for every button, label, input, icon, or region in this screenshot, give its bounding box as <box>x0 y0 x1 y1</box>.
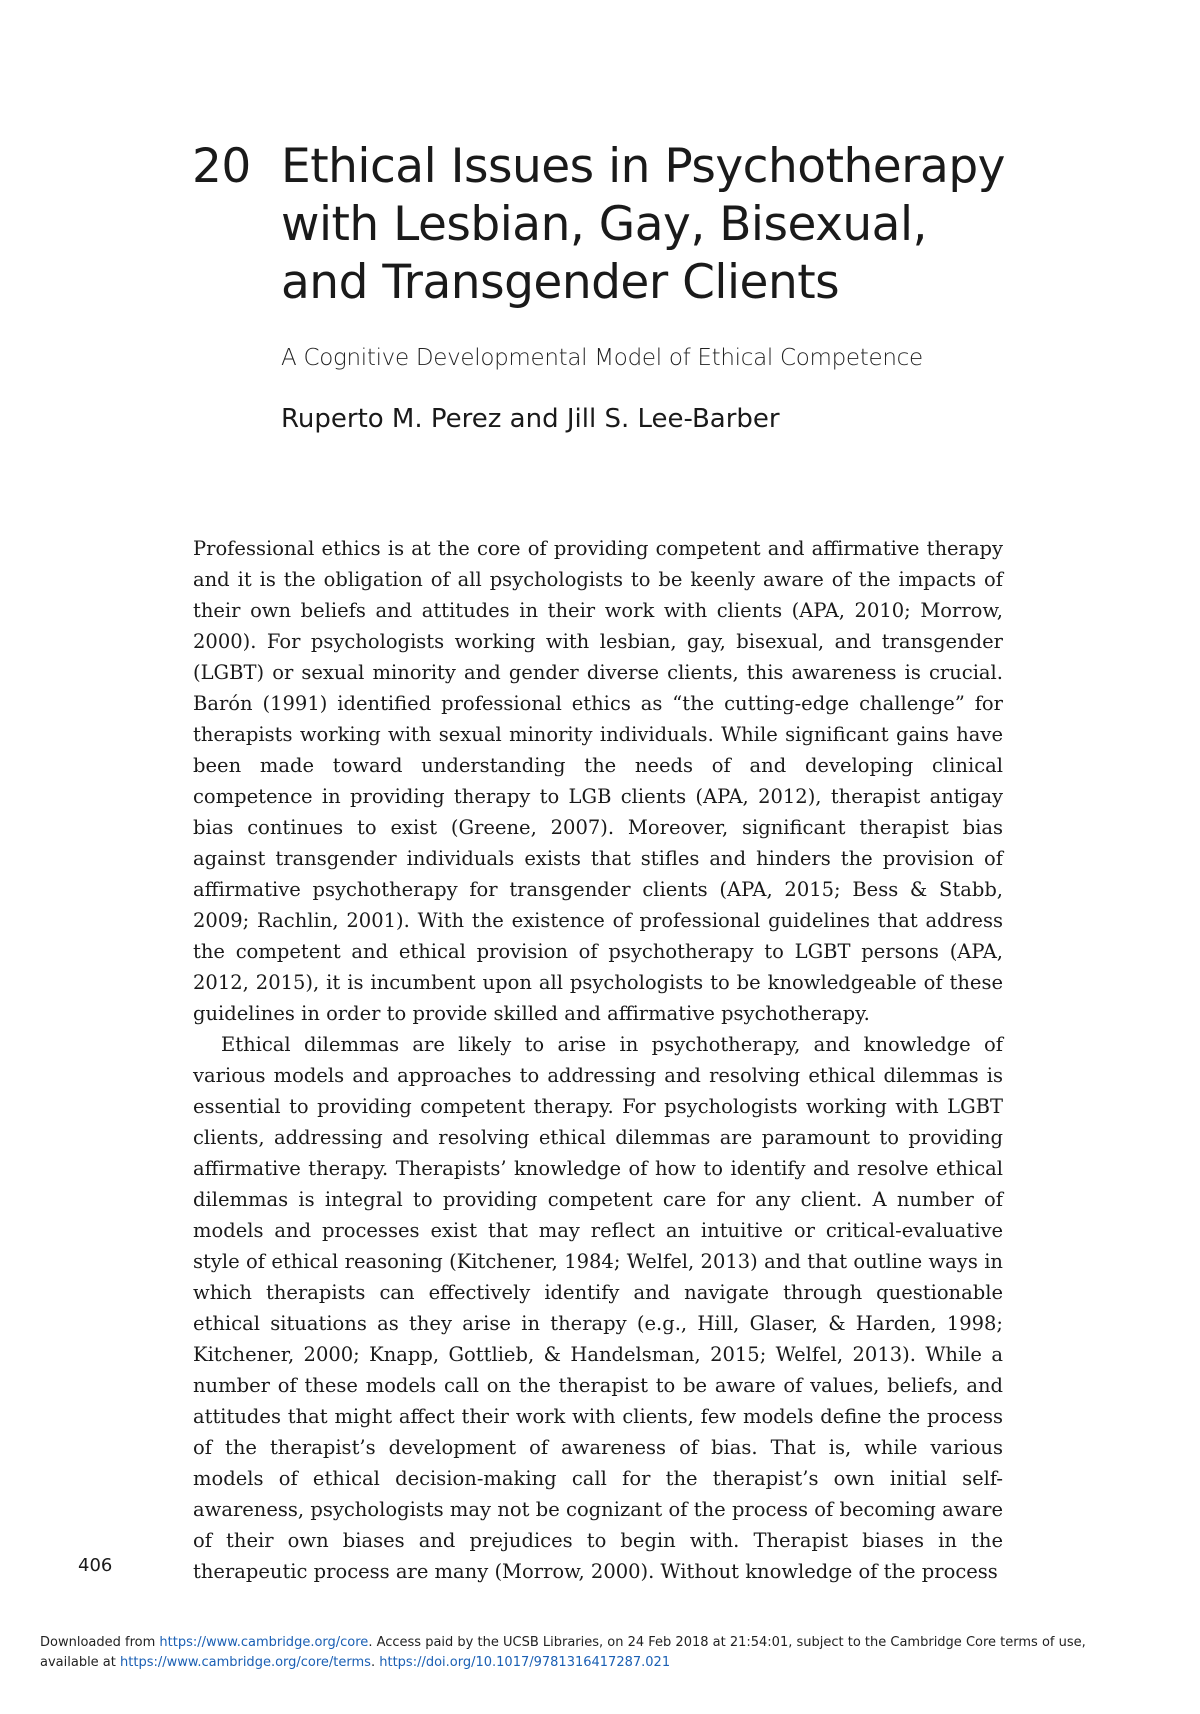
chapter-authors: Ruperto M. Perez and Jill S. Lee-Barber <box>281 404 780 434</box>
footer-access-text: . Access paid by the UCSB Libraries, on 24 Feb 2018 at 21:54:01, subject to the Cambridge Core terms of use, <box>368 1635 1086 1650</box>
chapter-title-line: and Transgender Clients <box>281 255 840 310</box>
chapter-subtitle: A Cognitive Developmental Model of Ethical Competence <box>281 345 923 371</box>
doi-link[interactable]: https://doi.org/10.1017/9781316417287.021 <box>379 1655 671 1670</box>
core-link[interactable]: https://www.cambridge.org/core <box>159 1635 369 1650</box>
download-footer <box>40 1633 1160 1673</box>
footer-separator: . <box>370 1655 380 1670</box>
body-text <box>193 533 1003 1587</box>
chapter-number: 20 <box>192 139 251 194</box>
terms-link[interactable]: https://www.cambridge.org/core/terms <box>120 1655 371 1670</box>
chapter-title <box>281 138 1101 312</box>
footer-available-text: available at <box>40 1655 121 1670</box>
page-number: 406 <box>78 1555 113 1576</box>
footer-downloaded-text: Downloaded from <box>40 1635 160 1650</box>
footer-line <box>40 1633 1160 1653</box>
footer-line <box>40 1653 1160 1673</box>
chapter-title-line: with Lesbian, Gay, Bisexual, <box>281 197 927 252</box>
chapter-title-line: Ethical Issues in Psychotherapy <box>281 139 1005 194</box>
body-paragraph: Professional ethics is at the core of providing competent and affirmative therapy and it is the obligation of all psychologists to be keenly aware of the impacts of their own beliefs and attitudes in their work with clients (APA, 2010; Morrow, 2000). For psychologists working with lesbian, gay, bisexual, and transgender (LGBT) or sexual minority and gender diverse clients, this awareness is crucial. Barón (1991) identified professional ethics as “the cutting-edge challenge” for therapists working with sexual minority individuals. While significant gains have been made toward understanding the needs of and developing clinical competence in providing therapy to LGB clients (APA, 2012), therapist antigay bias continues to exist (Greene, 2007). Moreover, significant therapist bias against transgender individuals exists that stifles and hinders the provision of affirmative psychotherapy for transgender clients (APA, 2015; Bess & Stabb, 2009; Rachlin, 2001). With the existence of professional guidelines that address the competent and ethical provision of psychotherapy to LGBT persons (APA, 2012, 2015), it is incumbent upon all psychologists to be knowledgeable of these guidelines in order to provide skilled and affirmative psychotherapy. <box>193 537 1003 1025</box>
body-paragraph: Ethical dilemmas are likely to arise in psychotherapy, and knowledge of various models and approaches to addressing and resolving ethical dilemmas is essential to providing competent therapy. For psychologists working with LGBT clients, addressing and resolving ethical dilemmas are paramount to providing affirmative therapy. Therapists’ knowledge of how to identify and resolve ethical dilemmas is integral to providing competent care for any client. A number of models and processes exist that may reflect an intuitive or critical-evaluative style of ethical reasoning (Kitchener, 1984; Welfel, 2013) and that outline ways in which therapists can effectively identify and navigate through questionable ethical situations as they arise in therapy (e.g., Hill, Glaser, & Harden, 1998; Kitchener, 2000; Knapp, Gottlieb, & Handelsman, 2015; Welfel, 2013). While a number of these models call on the therapist to be aware of values, beliefs, and attitudes that might affect their work with clients, few models define the process of the therapist’s development of awareness of bias. That is, while various models of ethical decision-making call for the therapist’s own initial self-awareness, psychologists may not be cognizant of the process of becoming aware of their own biases and prejudices to begin with. Therapist biases in the therapeutic process are many (Morrow, 2000). Without knowledge of the process <box>193 1033 1003 1583</box>
